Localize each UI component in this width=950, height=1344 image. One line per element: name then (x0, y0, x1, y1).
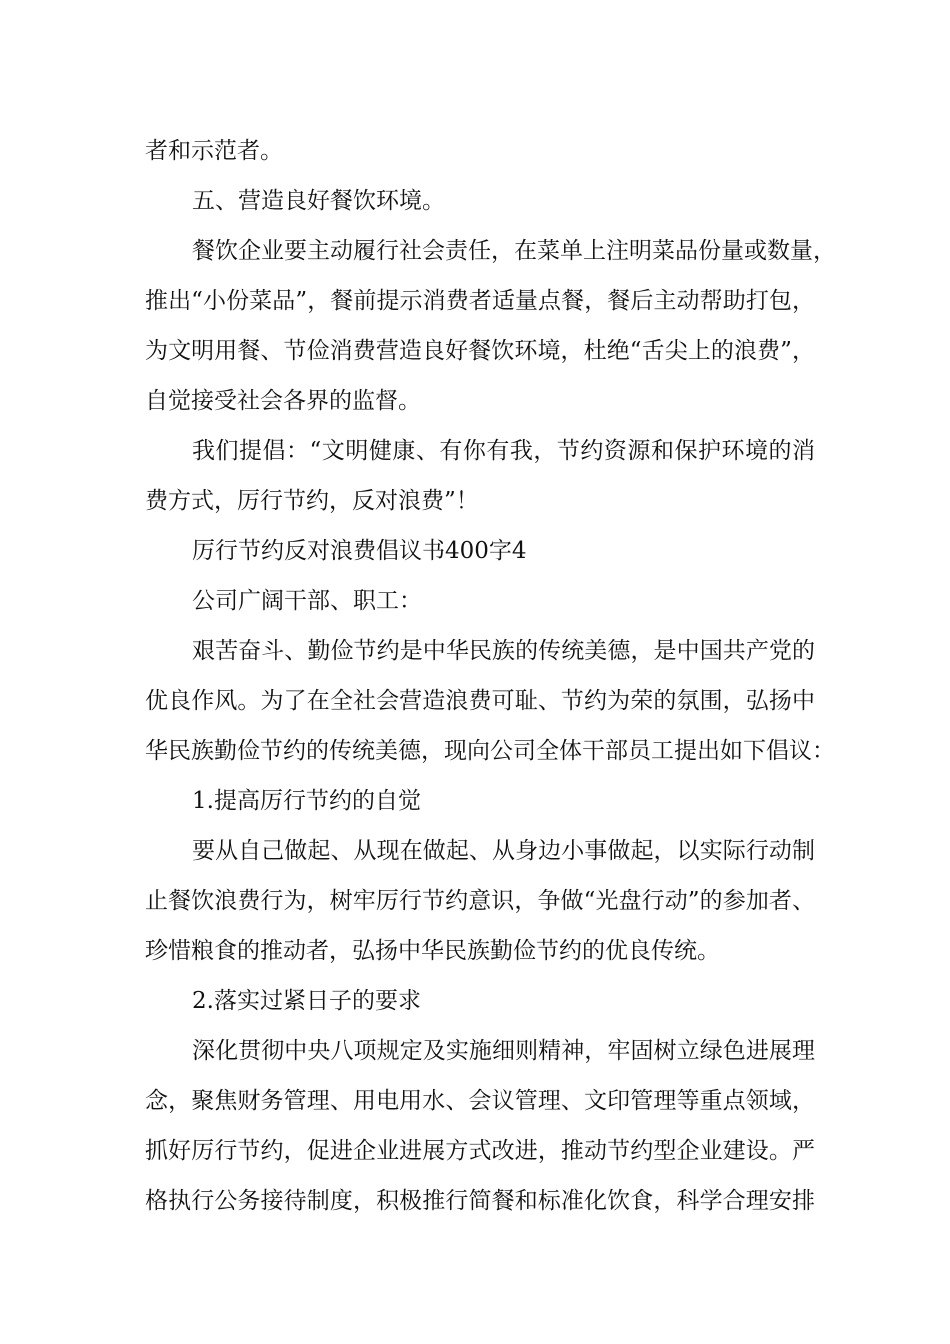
text-line-20: 念，聚焦财务管理、用电用水、会议管理、文印管理等重点领域， (145, 1088, 815, 1114)
numbered-heading-1: 1.提高厉行节约的自觉 (192, 788, 421, 814)
text-line-8: 费方式，厉行节约，反对浪费”！ (145, 488, 479, 514)
text-line-15: 要从自己做起、从现在做起、从身边小事做起，以实际行动制 (192, 838, 815, 864)
text-line-21: 抓好厉行节约，促进企业进展方式改进，推动节约型企业建设。严 (145, 1138, 815, 1164)
text-line-7: 我们提倡：“文明健康、有你有我，节约资源和保护环境的消 (192, 438, 815, 464)
section-heading-5: 五、营造良好餐饮环境。 (192, 188, 445, 214)
text-line-19: 深化贯彻中央八项规定及实施细则精神，牢固树立绿色进展理 (192, 1038, 815, 1064)
text-line-22: 格执行公务接待制度，积极推行简餐和标准化饮食，科学合理安排 (145, 1188, 815, 1214)
text-line-13: 华民族勤俭节约的传统美德，现向公司全体干部员工提出如下倡议： (145, 738, 835, 764)
text-line-6: 自觉接受社会各界的监督。 (145, 388, 421, 414)
numbered-heading-2: 2.落实过紧日子的要求 (192, 988, 421, 1014)
text-line-4: 推出“小份菜品”，餐前提示消费者适量点餐，餐后主动帮助打包， (145, 288, 815, 314)
salutation: 公司广阔干部、职工： (192, 588, 422, 614)
document-title: 厉行节约反对浪费倡议书400字4 (192, 538, 527, 564)
text-line-3: 餐饮企业要主动履行社会责任，在菜单上注明菜品份量或数量， (192, 238, 836, 264)
text-line-11: 艰苦奋斗、勤俭节约是中华民族的传统美德，是中国共产党的 (192, 638, 815, 664)
text-line-1: 者和示范者。 (145, 138, 283, 164)
text-line-5: 为文明用餐、节俭消费营造良好餐饮环境，杜绝“舌尖上的浪费”， (145, 338, 815, 364)
text-line-16: 止餐饮浪费行为，树牢厉行节约意识，争做“光盘行动”的参加者、 (145, 888, 815, 914)
text-line-17: 珍惜粮食的推动者，弘扬中华民族勤俭节约的优良传统。 (145, 938, 720, 964)
text-line-12: 优良作风。为了在全社会营造浪费可耻、节约为荣的氛围，弘扬中 (145, 688, 815, 714)
